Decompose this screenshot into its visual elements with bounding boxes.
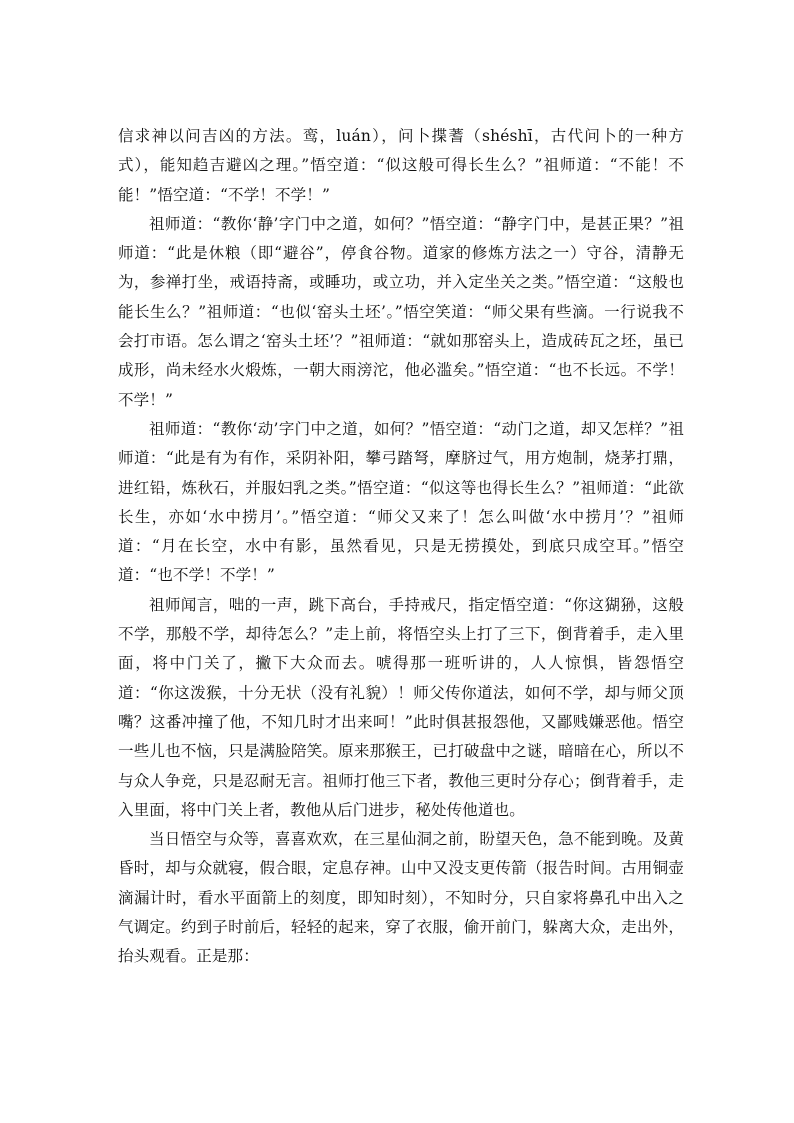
paragraph-master-strikes: 祖师闻言，咄的一声，跳下高台，手持戒尺，指定悟空道：“你这猢狲，这般不学，那般不学，却待怎么？”走上前，将悟空头上打了三下，倒背着手，走入里面，将中门关了，撇下大众而去。唬得那一班听讲的，人人惊惧，皆怨悟空道：“你这泼猴，十分无状（没有礼貌）！师父传你道法，如何不学，却与师父顶嘴？这番冲撞了他，不知几时才出来呵！”此时俱甚报怨他，又鄙贱嫌恶他。悟空一些儿也不恼，只是满脸陪笑。原来那猴王，已打破盘中之谜，暗暗在心，所以不与众人争竞，只是忍耐无言。祖师打他三下者，教他三更时分存心；倒背着手，走入里面，将中门关上者，教他从后门进步，秘处传他道也。 [118, 595, 684, 819]
paragraph-dong-door: 祖师道：“教你‘动’字门中之道，如何？”悟空道：“动门之道，却又怎样？”祖师道：“此是有为有作，采阴补阳，攀弓踏弩，摩脐过气，用方炮制，烧茅打鼎，进红铅，炼秋石，并服妇乳之类。”悟空道：“似这等也得长生么？”祖师道：“此欲长生，亦如‘水中捞月’。”悟空道：“师父又来了！怎么叫做‘水中捞月’？”祖师道：“月在长空，水中有影，虽然看见，只是无捞摸处，到底只成空耳。”悟空道：“也不学！不学！” [118, 419, 684, 585]
paragraph-jing-door: 祖师道：“教你‘静’字门中之道，如何？”悟空道：“静字门中，是甚正果？”祖师道：“此是休粮（即“避谷”，停食谷物。道家的修炼方法之一）守谷，清静无为，参禅打坐，戒语持斋，或睡功，或立功，并入定坐关之类。”悟空道：“这般也能长生么？”祖师道：“也似‘窑头土坯’。”悟空笑道：“师父果有些滴。一行说我不会打市语。怎么谓之‘窑头土坯’？”祖师道：“就如那窑头上，造成砖瓦之坯，虽已成形，尚未经水火煅炼，一朝大雨滂沱，他必滥矣。”悟空道：“也不长远。不学！不学！” [118, 214, 684, 409]
document-page [118, 122, 684, 972]
paragraph-continuation: 信求神以问吉凶的方法。鸾，luán），问卜揲蓍（shéshī，古代问卜的一种方式），能知趋吉避凶之理。”悟空道：“似这般可得长生么？”祖师道：“不能！不能！”悟空道：“不学！不学！” [118, 127, 684, 204]
paragraph-midnight: 当日悟空与众等，喜喜欢欢，在三星仙洞之前，盼望天色，急不能到晚。及黄昏时，却与众就寝，假合眼，定息存神。山中又没支更传箭（报告时间。古用铜壶滴漏计时，看水平面箭上的刻度，即知时刻），不知时分，只自家将鼻孔中出入之气调定。约到子时前后，轻轻的起来，穿了衣服，偷开前门，躲离大众，走出外，抬头观看。正是那： [118, 830, 684, 966]
